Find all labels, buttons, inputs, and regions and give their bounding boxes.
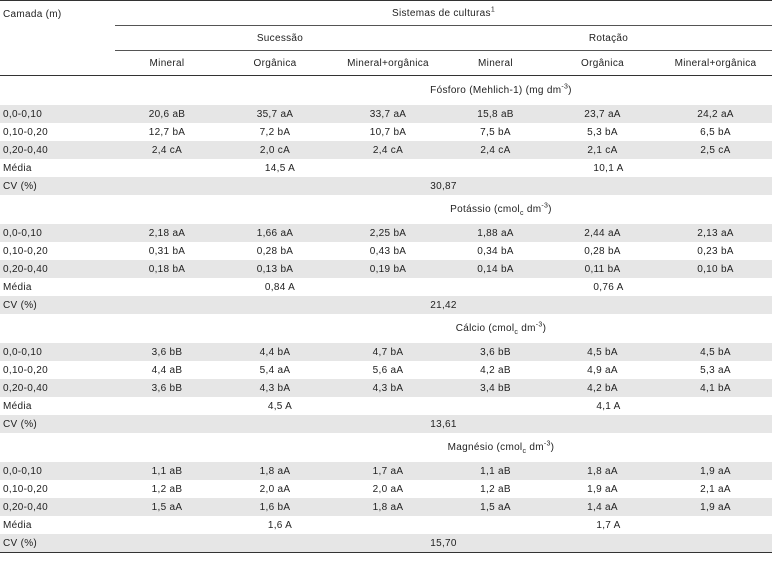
value-cell: 0,18 bA (115, 260, 219, 278)
column-header: Orgânica (546, 51, 659, 76)
column-header: Mineral (445, 51, 546, 76)
value-cell: 15,8 aB (445, 105, 546, 123)
column-header: Mineral+orgânica (331, 51, 445, 76)
value-cell: 2,18 aA (115, 224, 219, 242)
value-cell: 1,8 aA (331, 498, 445, 516)
table-row (0, 379, 772, 397)
section-title: Fósforo (Mehlich-1) (mg $dm^{-3}$) (430, 83, 572, 96)
camada-header: Camada (m) (0, 1, 115, 76)
media-row (0, 516, 772, 534)
value-cell: 2,1 cA (546, 141, 659, 159)
value-cell: 4,2 aB (480, 364, 511, 376)
section-title: Magnésio (cmol$_c$ $dm^{-3}$) (447, 440, 555, 455)
value-cell: 0,43 bA (369, 245, 407, 257)
value-cell: 5,3 bA (587, 126, 618, 138)
value-cell: 4,3 bA (219, 379, 331, 397)
media-sucessao: 14,5 A (264, 162, 296, 174)
table-row (0, 141, 772, 159)
value-cell: 1,9 aA (587, 483, 618, 495)
table-row (0, 462, 772, 480)
value-cell: 4,4 bA (219, 343, 331, 361)
layer-label: 0,10-0,20 (3, 364, 48, 376)
value-cell: 1,1 aB (445, 462, 546, 480)
table-row (0, 242, 772, 260)
layer-label: 0,0-0,10 (0, 105, 115, 123)
sistemas-header: Sistemas de culturas$^1$ (115, 1, 772, 26)
value-cell: 0,14 bA (445, 260, 546, 278)
media-rotacao: 1,7 A (596, 519, 621, 531)
value-cell: 5,3 aA (700, 364, 731, 376)
value-cell: 1,8 aA (219, 462, 331, 480)
value-cell: 33,7 aA (331, 105, 445, 123)
cv-label: CV (%) (0, 534, 115, 553)
section-title: Cálcio (cmol$_c$ $dm^{-3}$) (455, 321, 547, 336)
media-sucessao: 0,84 A (264, 281, 296, 293)
value-cell: 6,5 bA (700, 126, 731, 138)
value-cell: 2,0 aA (259, 483, 291, 495)
value-cell: 2,5 cA (659, 141, 772, 159)
value-cell: 1,2 aB (480, 483, 511, 495)
value-cell: 1,88 aA (445, 224, 546, 242)
cv-value: 13,61 (115, 415, 772, 433)
value-cell: 0,28 bA (256, 245, 294, 257)
value-cell: 7,2 bA (259, 126, 291, 138)
cv-row (0, 415, 772, 433)
value-cell: 1,9 aA (659, 498, 772, 516)
layer-label: 0,10-0,20 (3, 126, 48, 138)
media-label: Média (3, 162, 32, 174)
value-cell: 5,6 aA (372, 364, 404, 376)
value-cell: 1,5 aA (115, 498, 219, 516)
media-label: Média (3, 519, 32, 531)
cv-row (0, 534, 772, 553)
layer-label: 0,0-0,10 (0, 224, 115, 242)
layer-label: 0,0-0,10 (0, 343, 115, 361)
column-header: Mineral+orgânica (659, 51, 772, 76)
value-cell: 23,7 aA (546, 105, 659, 123)
media-row (0, 278, 772, 296)
value-cell: 2,4 cA (331, 141, 445, 159)
table-row (0, 105, 772, 123)
cv-value: 30,87 (115, 177, 772, 195)
value-cell: 1,2 aB (151, 483, 183, 495)
value-cell: 4,7 bA (331, 343, 445, 361)
value-cell: 4,5 bA (659, 343, 772, 361)
media-sucessao: 1,6 A (267, 519, 293, 531)
media-rotacao: 0,76 A (593, 281, 624, 293)
value-cell: 7,5 bA (480, 126, 511, 138)
value-cell: 1,5 aA (445, 498, 546, 516)
value-cell: 2,4 cA (115, 141, 219, 159)
layer-label: 0,0-0,10 (0, 462, 115, 480)
cv-value: 21,42 (115, 296, 772, 314)
value-cell: 20,6 aB (115, 105, 219, 123)
table-row (0, 361, 772, 379)
cv-row (0, 296, 772, 314)
layer-label: 0,20-0,40 (0, 498, 115, 516)
value-cell: 0,31 bA (148, 245, 186, 257)
value-cell: 35,7 aA (219, 105, 331, 123)
value-cell: 0,34 bA (477, 245, 514, 257)
value-cell: 1,8 aA (546, 462, 659, 480)
value-cell: 4,4 aB (151, 364, 183, 376)
value-cell: 3,6 bB (115, 343, 219, 361)
value-cell: 24,2 aA (659, 105, 772, 123)
value-cell: 10,7 bA (369, 126, 407, 138)
sucessao-header: Sucessão (115, 26, 445, 51)
value-cell: 0,11 bA (546, 260, 659, 278)
value-cell: 3,6 bB (115, 379, 219, 397)
layer-label: 0,10-0,20 (3, 245, 48, 257)
table-row (0, 123, 772, 141)
media-label: Média (3, 400, 32, 412)
value-cell: 2,13 aA (659, 224, 772, 242)
value-cell: 5,4 aA (259, 364, 291, 376)
table-row (0, 498, 772, 516)
value-cell: 1,6 bA (219, 498, 331, 516)
value-cell: 2,0 aA (372, 483, 404, 495)
table-row (0, 260, 772, 278)
layer-label: 0,10-0,20 (3, 483, 48, 495)
cv-label: CV (%) (0, 177, 115, 195)
value-cell: 4,9 aA (587, 364, 618, 376)
value-cell: 1,7 aA (331, 462, 445, 480)
value-cell: 2,25 bA (331, 224, 445, 242)
column-header: Mineral (115, 51, 219, 76)
value-cell: 2,4 cA (445, 141, 546, 159)
value-cell: 4,5 bA (546, 343, 659, 361)
media-sucessao: 4,5 A (267, 400, 293, 412)
value-cell: 3,4 bB (445, 379, 546, 397)
value-cell: 0,10 bA (659, 260, 772, 278)
media-row (0, 397, 772, 415)
media-rotacao: 4,1 A (596, 400, 621, 412)
value-cell: 2,0 cA (219, 141, 331, 159)
value-cell: 1,66 aA (219, 224, 331, 242)
value-cell: 1,9 aA (659, 462, 772, 480)
value-cell: 0,19 bA (331, 260, 445, 278)
layer-label: 0,20-0,40 (0, 379, 115, 397)
cv-value: 15,70 (115, 534, 772, 553)
value-cell: 1,4 aA (546, 498, 659, 516)
table-row (0, 224, 772, 242)
value-cell: 12,7 bA (148, 126, 186, 138)
value-cell: 4,1 bA (659, 379, 772, 397)
value-cell: 0,13 bA (219, 260, 331, 278)
value-cell: 3,6 bB (445, 343, 546, 361)
rotacao-header: Rotação (445, 26, 772, 51)
column-header: Orgânica (219, 51, 331, 76)
cv-label: CV (%) (0, 296, 115, 314)
value-cell: 0,28 bA (584, 245, 621, 257)
table-row (0, 480, 772, 498)
value-cell: 1,1 aB (115, 462, 219, 480)
layer-label: 0,20-0,40 (0, 260, 115, 278)
value-cell: 4,2 bA (546, 379, 659, 397)
media-label: Média (3, 281, 32, 293)
table-row (0, 343, 772, 361)
media-rotacao: 10,1 A (593, 162, 624, 174)
value-cell: 0,23 bA (697, 245, 734, 257)
value-cell: 2,1 aA (700, 483, 731, 495)
media-row (0, 159, 772, 177)
layer-label: 0,20-0,40 (0, 141, 115, 159)
section-title: Potássio (cmol$_c$ $dm^{-3}$) (450, 202, 552, 217)
value-cell: 2,44 aA (546, 224, 659, 242)
cv-label: CV (%) (0, 415, 115, 433)
cv-row (0, 177, 772, 195)
value-cell: 4,3 bA (331, 379, 445, 397)
